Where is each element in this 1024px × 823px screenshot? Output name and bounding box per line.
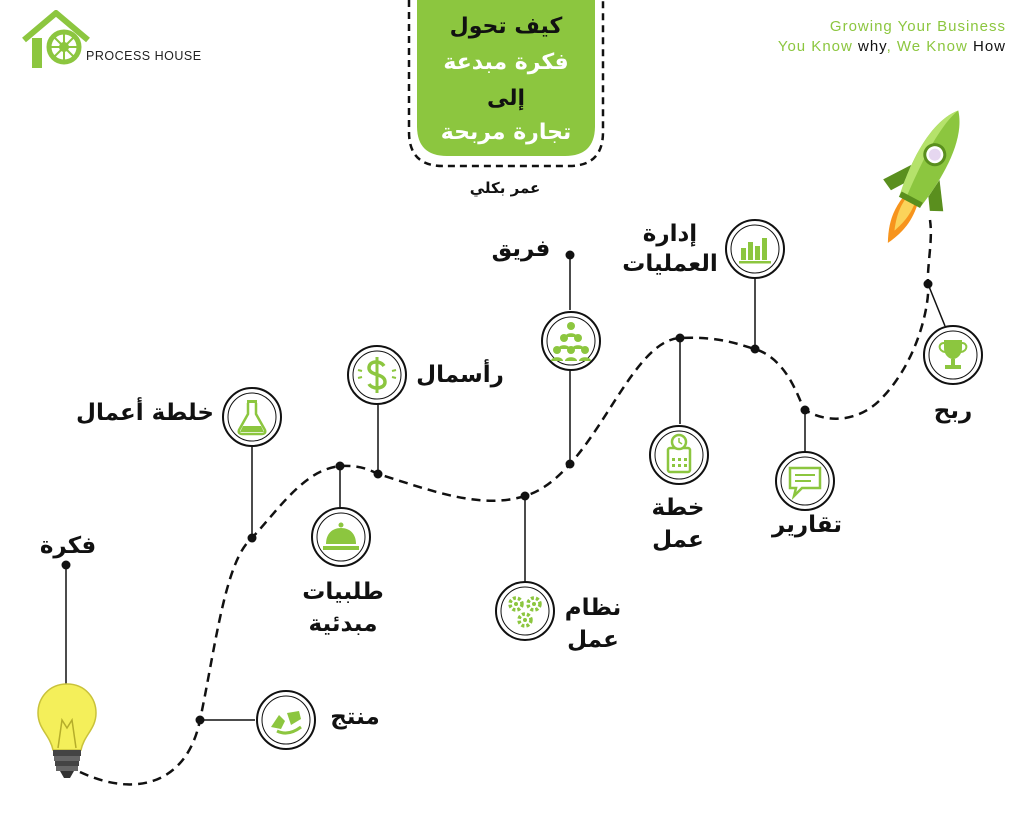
step-label-operations-management: إدارة العمليات xyxy=(622,221,718,277)
calendar-clock-icon xyxy=(648,424,710,486)
team-icon xyxy=(540,310,602,372)
step-label-business-plan: خطة عمل xyxy=(651,495,705,554)
tagline-line-2: You Know why, We Know How xyxy=(777,38,1006,55)
step-label-initial-orders: طلبيات مبدئية xyxy=(302,579,384,638)
step-label-team: فريق xyxy=(491,236,551,262)
step-label-product: منتج xyxy=(330,704,380,730)
gears-icon xyxy=(494,580,556,642)
step-label-profit: ربح xyxy=(933,398,973,424)
lightbulb-icon xyxy=(34,682,100,782)
product-icon xyxy=(255,689,317,751)
tagline-line-1: Growing Your Business xyxy=(829,18,1006,35)
title-line-1: كيف تحول xyxy=(449,14,563,39)
author-name: عمر بكلي xyxy=(469,179,541,197)
title-line-4: تجارة مربحة xyxy=(440,120,572,145)
title-line-3: إلى xyxy=(486,86,526,111)
logo-text: PROCESS HOUSE xyxy=(86,49,202,63)
step-label-business-mix: خلطة أعمال xyxy=(76,400,214,426)
step-label-idea: فكرة xyxy=(39,533,97,559)
step-label-capital: رأسمال xyxy=(416,362,504,388)
flask-icon xyxy=(221,386,283,448)
step-label-reports: تقارير xyxy=(771,512,842,538)
bar-chart-icon xyxy=(724,218,786,280)
title-line-2: فكرة مبدعة xyxy=(443,50,569,75)
step-label-work-system: نظام عمل xyxy=(564,595,622,654)
report-bubble-icon xyxy=(774,450,836,512)
rocket-icon xyxy=(874,100,974,258)
trophy-icon xyxy=(922,324,984,386)
service-bell-icon xyxy=(310,506,372,568)
dollar-icon xyxy=(346,344,408,406)
